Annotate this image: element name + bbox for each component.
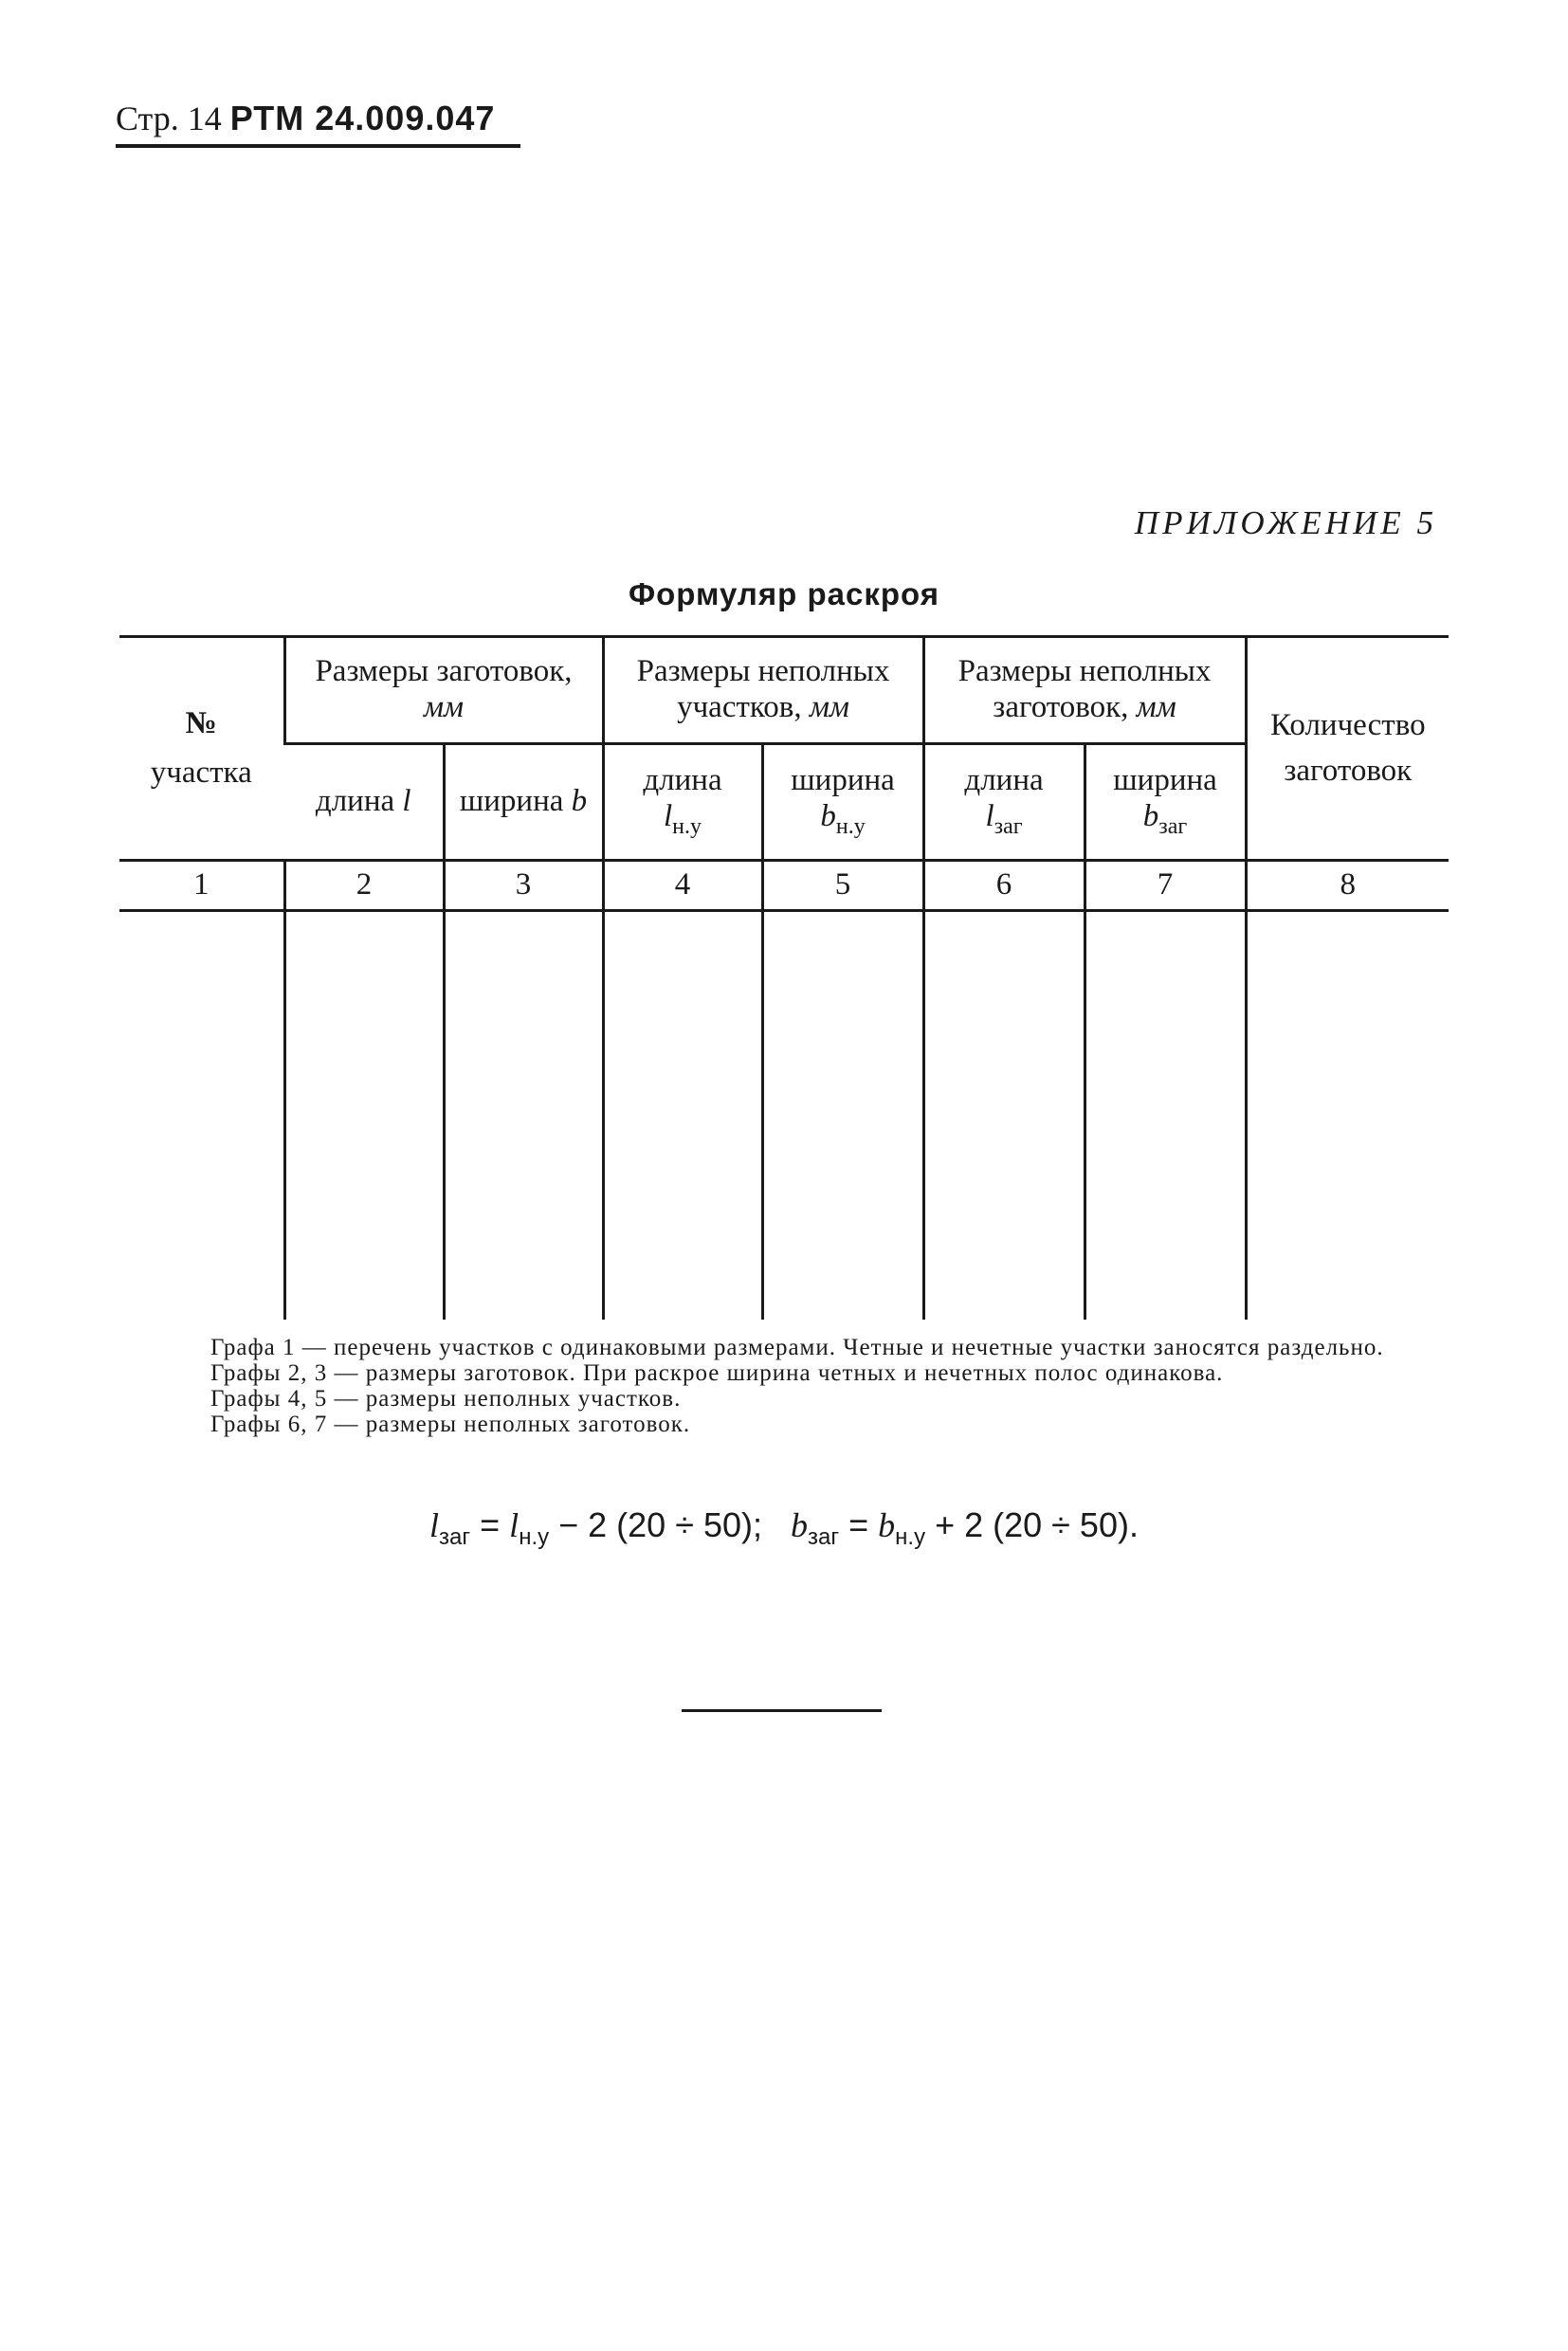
column-number: 3 [444, 861, 603, 911]
symbol-l: l [664, 799, 673, 834]
table-cell [923, 911, 1085, 1321]
symbol-b: b [571, 784, 588, 819]
column-number-row [119, 861, 1449, 911]
section-label: участка [150, 755, 252, 790]
end-divider [682, 1709, 882, 1712]
subscript-nu: н.у [835, 814, 866, 840]
subscript-nu: н.у [672, 814, 702, 840]
column-number: 1 [119, 861, 284, 911]
width-label: ширина [1113, 763, 1217, 798]
formula-part2: + 2 (20 ÷ 50). [925, 1505, 1139, 1544]
width-label: ширина [459, 784, 564, 819]
table-body-row [119, 911, 1449, 1321]
table-cell [603, 911, 762, 1321]
length-label: длина [964, 763, 1044, 798]
column-number: 4 [603, 861, 762, 911]
header-quantity [1246, 637, 1449, 861]
unit-mm: мм [809, 690, 849, 724]
header-partial-blanks [923, 637, 1246, 744]
table-cell [1085, 911, 1246, 1321]
document-number: РТМ 24.009.047 [229, 99, 496, 137]
formula [0, 1505, 1568, 1551]
note-paragraph: Графы 6, 7 — размеры неполных заготовок. [210, 1412, 691, 1437]
subheader-width-zag [1085, 744, 1246, 861]
header-partial-sections [603, 637, 923, 744]
subheader-length-zag [923, 744, 1085, 861]
header-section-number [119, 637, 284, 861]
column-number: 8 [1246, 861, 1449, 911]
subscript-zag: заг [994, 814, 1023, 840]
cutting-form-table [119, 635, 1449, 1320]
formula-symbol-l: l [429, 1506, 440, 1544]
subheader-length [284, 744, 444, 861]
formula-symbol-b: b [791, 1506, 809, 1544]
partial-blanks-label: Размеры неполных заготовок, [957, 654, 1212, 724]
page-header [116, 99, 495, 138]
formula-equals: = [839, 1505, 879, 1544]
unit-mm: мм [1136, 690, 1176, 724]
table-cell [284, 911, 444, 1321]
quantity-label-line1: Количество [1270, 707, 1426, 742]
column-number: 6 [923, 861, 1085, 911]
note-paragraph: Графы 4, 5 — размеры неполных участков. [210, 1386, 682, 1412]
blank-sizes-label: Размеры заготовок, [315, 654, 573, 689]
appendix-label: ПРИЛОЖЕНИЕ 5 [1134, 504, 1437, 541]
table-cell [444, 911, 603, 1321]
partial-sections-label: Размеры неполных участков, [636, 654, 890, 724]
unit-mm: мм [423, 690, 465, 724]
width-label: ширина [791, 763, 895, 798]
symbol-l: l [402, 784, 411, 819]
formula-subscript-nu: н.у [895, 1524, 926, 1550]
table-cell [762, 911, 923, 1321]
subheader-length-nu [603, 744, 762, 861]
symbol-b: b [820, 799, 836, 834]
length-label: длина [643, 763, 722, 798]
formula-part1: − 2 (20 ÷ 50); [549, 1505, 762, 1544]
formula-equals: = [470, 1505, 510, 1544]
form-title: Формуляр раскроя [628, 576, 939, 611]
column-number: 7 [1085, 861, 1246, 911]
note-paragraph: Графы 2, 3 — размеры заготовок. При раскрое ширина четных и нечетных полос одинакова. [210, 1360, 1224, 1386]
subscript-zag: заг [1158, 814, 1188, 840]
table-cell [119, 911, 284, 1321]
formula-subscript-zag: заг [439, 1524, 471, 1550]
formula-subscript-zag: заг [808, 1524, 840, 1550]
table-notes [131, 1335, 1449, 1437]
formula-symbol-l: l [509, 1506, 520, 1544]
column-number: 2 [284, 861, 444, 911]
length-label: длина [315, 784, 395, 819]
page-number: Стр. 14 [116, 100, 222, 137]
symbol-b: b [1142, 799, 1159, 834]
header-blank-sizes [284, 637, 603, 744]
header-underline [116, 144, 520, 148]
subheader-width [444, 744, 603, 861]
subheader-width-nu [762, 744, 923, 861]
table-header-row [119, 637, 1449, 744]
quantity-label-line2: заготовок [1284, 753, 1413, 788]
note-paragraph: Графа 1 — перечень участков с одинаковыми размерами. Четные и нечетные участки заносятся раздельно. [210, 1335, 1384, 1360]
number-sign: № [185, 705, 217, 740]
formula-subscript-nu: н.у [519, 1524, 550, 1550]
column-number: 5 [762, 861, 923, 911]
formula-symbol-b: b [878, 1506, 896, 1544]
symbol-l: l [985, 799, 994, 834]
table-cell [1246, 911, 1449, 1321]
